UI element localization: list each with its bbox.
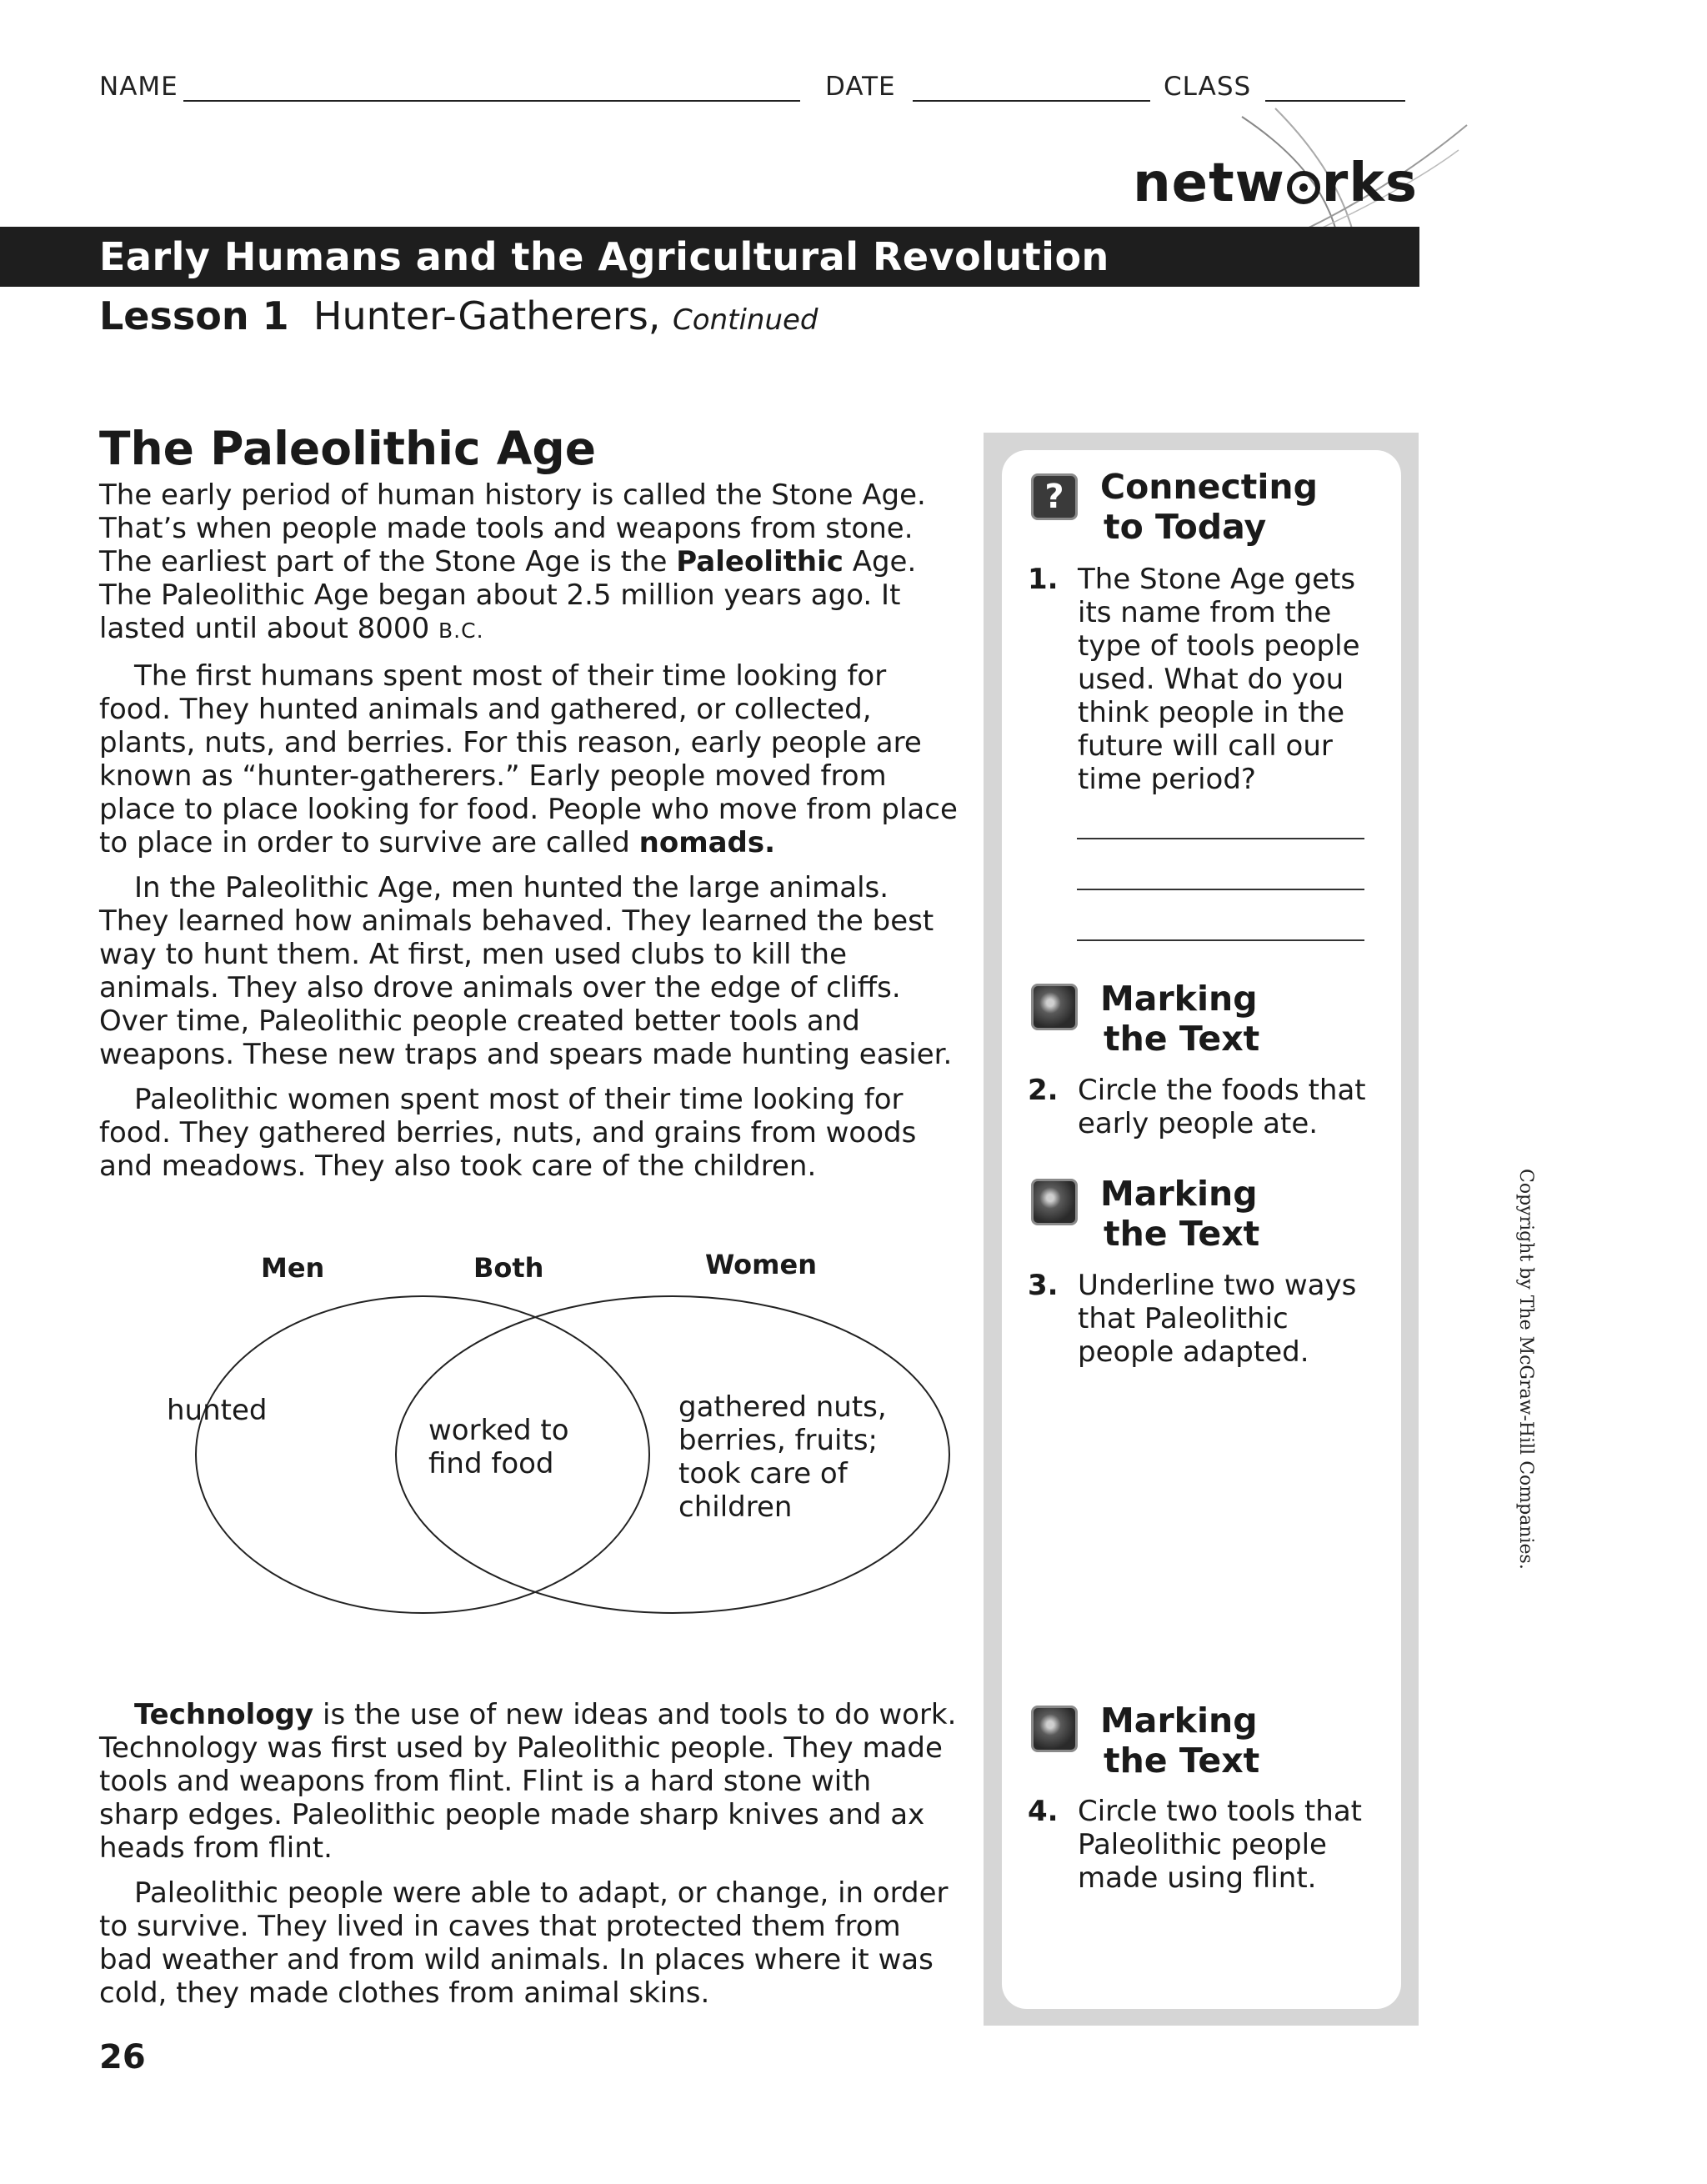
marking-pen-icon [1031,1179,1078,1225]
venn-circle-men [196,1296,649,1613]
class-label: CLASS [1164,72,1252,102]
question-2: 2. Circle the foods that early people ate. [1028,1074,1366,1140]
name-label: NAME [99,72,178,102]
main-text-upper [99,478,958,1195]
connecting-heading: Connecting to Today [1100,467,1318,547]
answer-line-3[interactable] [1077,939,1364,941]
marking-heading-4: Marking the Text [1100,1701,1260,1781]
question-3: 3. Underline two ways that Paleolithic people adapted. [1028,1269,1357,1369]
marking-heading-2: Marking the Text [1100,979,1260,1059]
venn-label-men: Men [261,1252,325,1284]
lesson-continued: Continued [673,303,818,337]
paragraph-3: In the Paleolithic Age, men hunted the large animals. They learned how animals behaved. They learned the best way to hunt them. At first, men used clubs to kill the animals. They also drove animals over the edge of cliffs. Over time, Paleolithic people created better tools and weapons. These new traps and spears made hunting easier. [99,871,953,1071]
venn-both-text: worked to find food [428,1414,569,1480]
page-number: 26 [99,2038,146,2076]
marking-heading-3: Marking the Text [1100,1174,1260,1254]
networks-logo: netw rks [1133,153,1418,214]
date-field-line[interactable] [913,100,1150,102]
question-1: 1. The Stone Age gets its name from the type of tools people used. What do you think people in the future will call our time period? [1028,563,1360,796]
logo-o-icon [1287,171,1320,204]
marking-pen-icon [1031,984,1078,1030]
main-text-lower [99,1698,958,2021]
chapter-title: Early Humans and the Agricultural Revolution [99,234,1109,279]
venn-men-text: hunted [167,1394,268,1427]
copyright-notice: Copyright by The McGraw-Hill Companies. [1515,1169,1536,1570]
chapter-title-bar [0,227,1419,287]
question-4: 4. Circle two tools that Paleolithic people made using flint. [1028,1795,1362,1895]
venn-women-text: gathered nuts, berries, fruits; took care of children [678,1390,887,1524]
section-heading: The Paleolithic Age [99,422,597,475]
question-mark-icon: ? [1031,473,1078,520]
paragraph-4: Paleolithic women spent most of their time looking for food. They gathered berries, nuts, and grains from woods and meadows. They also took care of the children. [99,1083,917,1183]
paragraph-6: Paleolithic people were able to adapt, or change, in order to survive. They lived in caves that protected them from bad weather and from wild animals. In places where it was cold, they made clothes from animal skins. [99,1876,949,2010]
marking-pen-icon [1031,1706,1078,1752]
lesson-heading [99,293,818,338]
paragraph-5: Technology is the use of new ideas and tools to do work. Technology was first used by Paleolithic people. They made tools and weapons from flint. Flint is a hard stone with sharp edges. Paleolithic people made sharp knives and ax heads from flint. [99,1698,957,1865]
name-field-line[interactable] [183,100,800,102]
venn-label-both: Both [473,1252,544,1284]
date-label: DATE [825,72,896,102]
lesson-title: Hunter-Gatherers, [313,293,661,338]
lesson-number: Lesson 1 [99,293,289,338]
venn-label-women: Women [705,1249,817,1280]
answer-line-2[interactable] [1077,889,1364,890]
paragraph-1: The early period of human history is called the Stone Age. That’s when people made tools and weapons from stone. The earliest part of the Stone Age is the Paleolithic Age. The Paleolithic Age began about 2.5 million years ago. It lasted until about 8000 B.C. [99,478,926,645]
answer-line-1[interactable] [1077,838,1364,839]
paragraph-2: The first humans spent most of their time looking for food. They hunted animals and gathered, or collected, plants, nuts, and berries. For this reason, early people are known as “hunter-gatherers.” Early people moved from place to place looking for food. People who move from place to place in order to survive are called nomads. [99,659,958,859]
